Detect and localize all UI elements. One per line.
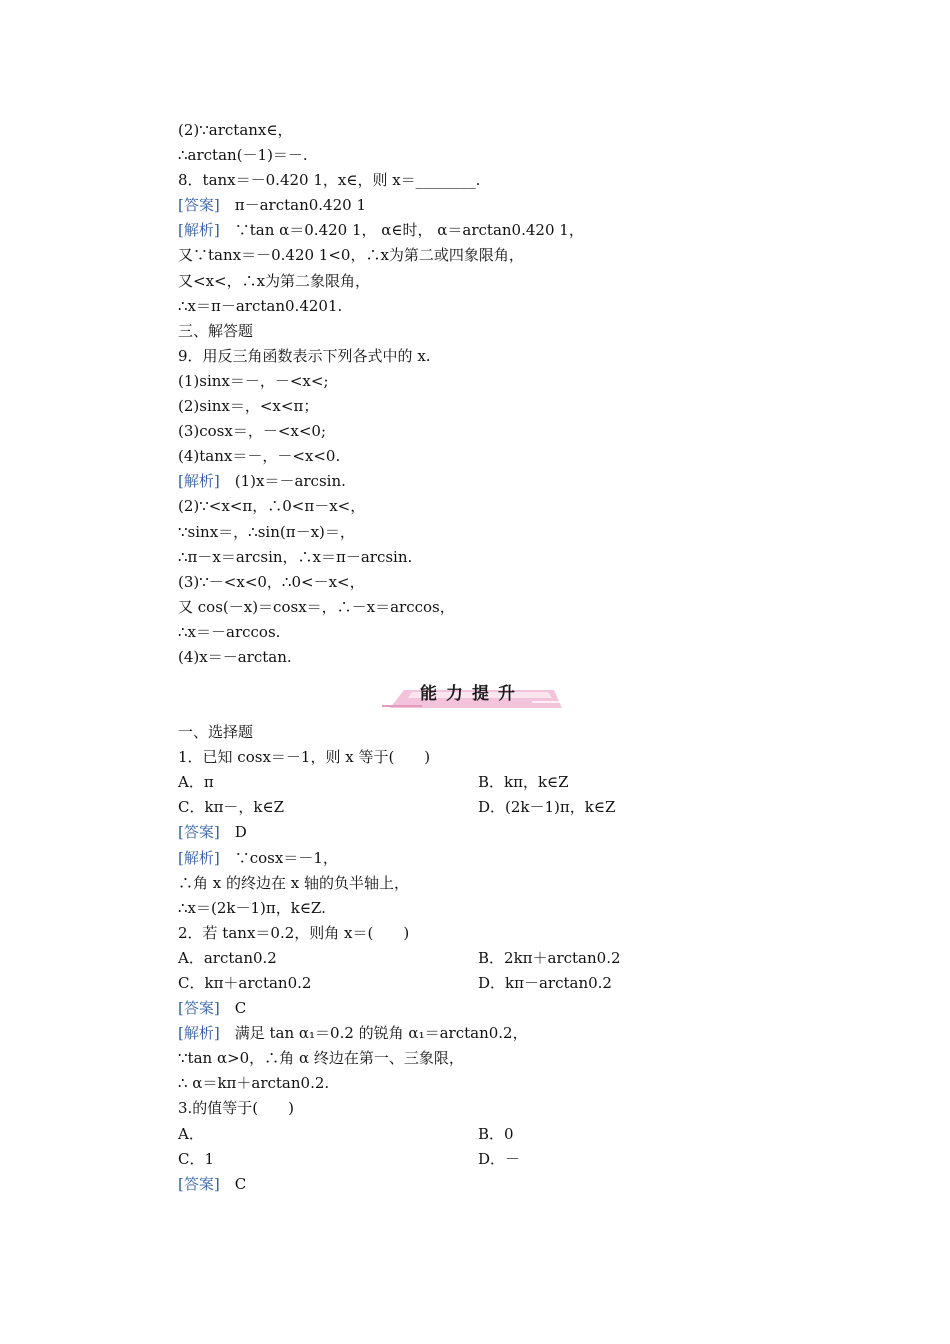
analysis-text: ∵cosx＝－1， (234, 848, 338, 867)
answer-tag: [答案] (178, 1174, 220, 1193)
analysis-tag: [解析] (178, 848, 220, 867)
text-line: (3)cosx＝，－<x<0; (178, 422, 327, 441)
analysis-text: 满足 tan α₁＝0.2 的锐角 α₁＝arctan0.2， (234, 1024, 528, 1043)
text-line: 又∵tanx＝－0.420 1<0，∴x为第二或四象限角， (178, 246, 524, 265)
section-heading: 三、解答题 (178, 321, 254, 340)
section-heading: 一、选择题 (178, 723, 254, 742)
answer-tag: [答案] (178, 196, 220, 215)
text-line: (4)x＝－arctan. (178, 647, 292, 666)
option-c: C．kπ＋arctan0.2 (178, 974, 312, 992)
answer-text: D (234, 823, 247, 842)
text-line: ∵tan α>0，∴角 α 终边在第一、三象限， (178, 1049, 464, 1068)
option-a: A． (178, 1124, 204, 1143)
answer-text: π－arctan0.420 1 (234, 196, 366, 215)
section-banner (178, 670, 798, 720)
text-line: ∴角 x 的终边在 x 轴的负半轴上， (178, 873, 409, 892)
text-line: ∴arctan(－1)＝－. (178, 146, 308, 165)
question-8: 8．tanx＝－0.420 1，x∈，则 x＝________. (178, 171, 481, 190)
option-row (178, 946, 798, 971)
analysis-text: ∵tan α＝0.420 1， α∈时， α＝arctan0.420 1， (234, 221, 584, 240)
option-d: D．(2k－1)π，k∈Z (478, 798, 616, 817)
question-9: 9．用反三角函数表示下列各式中的 x. (178, 346, 431, 365)
document-page (178, 118, 798, 1197)
text-line: (2)sinx＝，<x<π； (178, 397, 319, 416)
analysis-text: (1)x＝－arcsin. (234, 472, 346, 491)
option-b: B．2kπ＋arctan0.2 (478, 948, 621, 967)
analysis-line (178, 846, 798, 871)
option-row (178, 770, 798, 795)
option-a: A．arctan0.2 (178, 948, 277, 967)
answer-line (178, 820, 798, 845)
option-b: B．0 (478, 1124, 514, 1143)
answer-text: C (234, 999, 247, 1018)
answer-line (178, 996, 798, 1021)
option-a: A．π (178, 773, 214, 792)
answer-line (178, 1172, 798, 1197)
analysis-tag: [解析] (178, 472, 220, 491)
question-1: 1．已知 cosx＝－1，则 x 等于( ) (178, 748, 431, 767)
option-c: C．1 (178, 1149, 215, 1168)
text-line: (2)∵<x<π，∴0<π－x<， (178, 497, 366, 516)
text-line: ∴ α＝kπ＋arctan0.2. (178, 1074, 330, 1093)
text-line: ∴x＝(2k－1)π，k∈Z. (178, 898, 326, 917)
answer-text: C (234, 1174, 247, 1193)
text-line: 又<x<，∴x为第二象限角， (178, 271, 371, 290)
option-c: C．kπ－，k∈Z (178, 798, 285, 817)
text-line: (3)∵－<x<0，∴0<－x<， (178, 572, 365, 591)
text-line: (1)sinx＝－，－<x<; (178, 371, 329, 390)
analysis-line (178, 1021, 798, 1046)
text-line: (2)∵arctanx∈， (178, 121, 293, 139)
analysis-tag: [解析] (178, 1024, 220, 1043)
text-line: ∴x＝－arccos. (178, 622, 281, 641)
option-row (178, 795, 798, 820)
answer-tag: [答案] (178, 999, 220, 1018)
text-line: 又 cos(－x)＝cosx＝，∴－x＝arccos， (178, 597, 455, 616)
analysis-line (178, 469, 798, 494)
answer-tag: [答案] (178, 823, 220, 842)
text-line: ∵sinx＝，∴sin(π－x)＝， (178, 522, 355, 541)
text-line: ∴π－x＝arcsin，∴x＝π－arcsin. (178, 547, 413, 566)
answer-line (178, 193, 798, 218)
banner-graphic (382, 682, 562, 708)
option-d: D．kπ－arctan0.2 (478, 974, 612, 992)
question-3: 3.的值等于( ) (178, 1099, 295, 1118)
analysis-line (178, 218, 798, 243)
option-row (178, 971, 798, 996)
option-row (178, 1147, 798, 1172)
question-2: 2．若 tanx＝0.2，则角 x＝( ) (178, 923, 410, 942)
analysis-tag: [解析] (178, 221, 220, 240)
banner-title: 能力提升 (420, 684, 524, 705)
option-d: D．－ (478, 1149, 521, 1168)
option-row (178, 1122, 798, 1147)
option-b: B．kπ，k∈Z (478, 773, 569, 792)
text-line: (4)tanx＝－，－<x<0. (178, 447, 341, 466)
text-line: ∴x＝π－arctan0.4201. (178, 296, 343, 315)
